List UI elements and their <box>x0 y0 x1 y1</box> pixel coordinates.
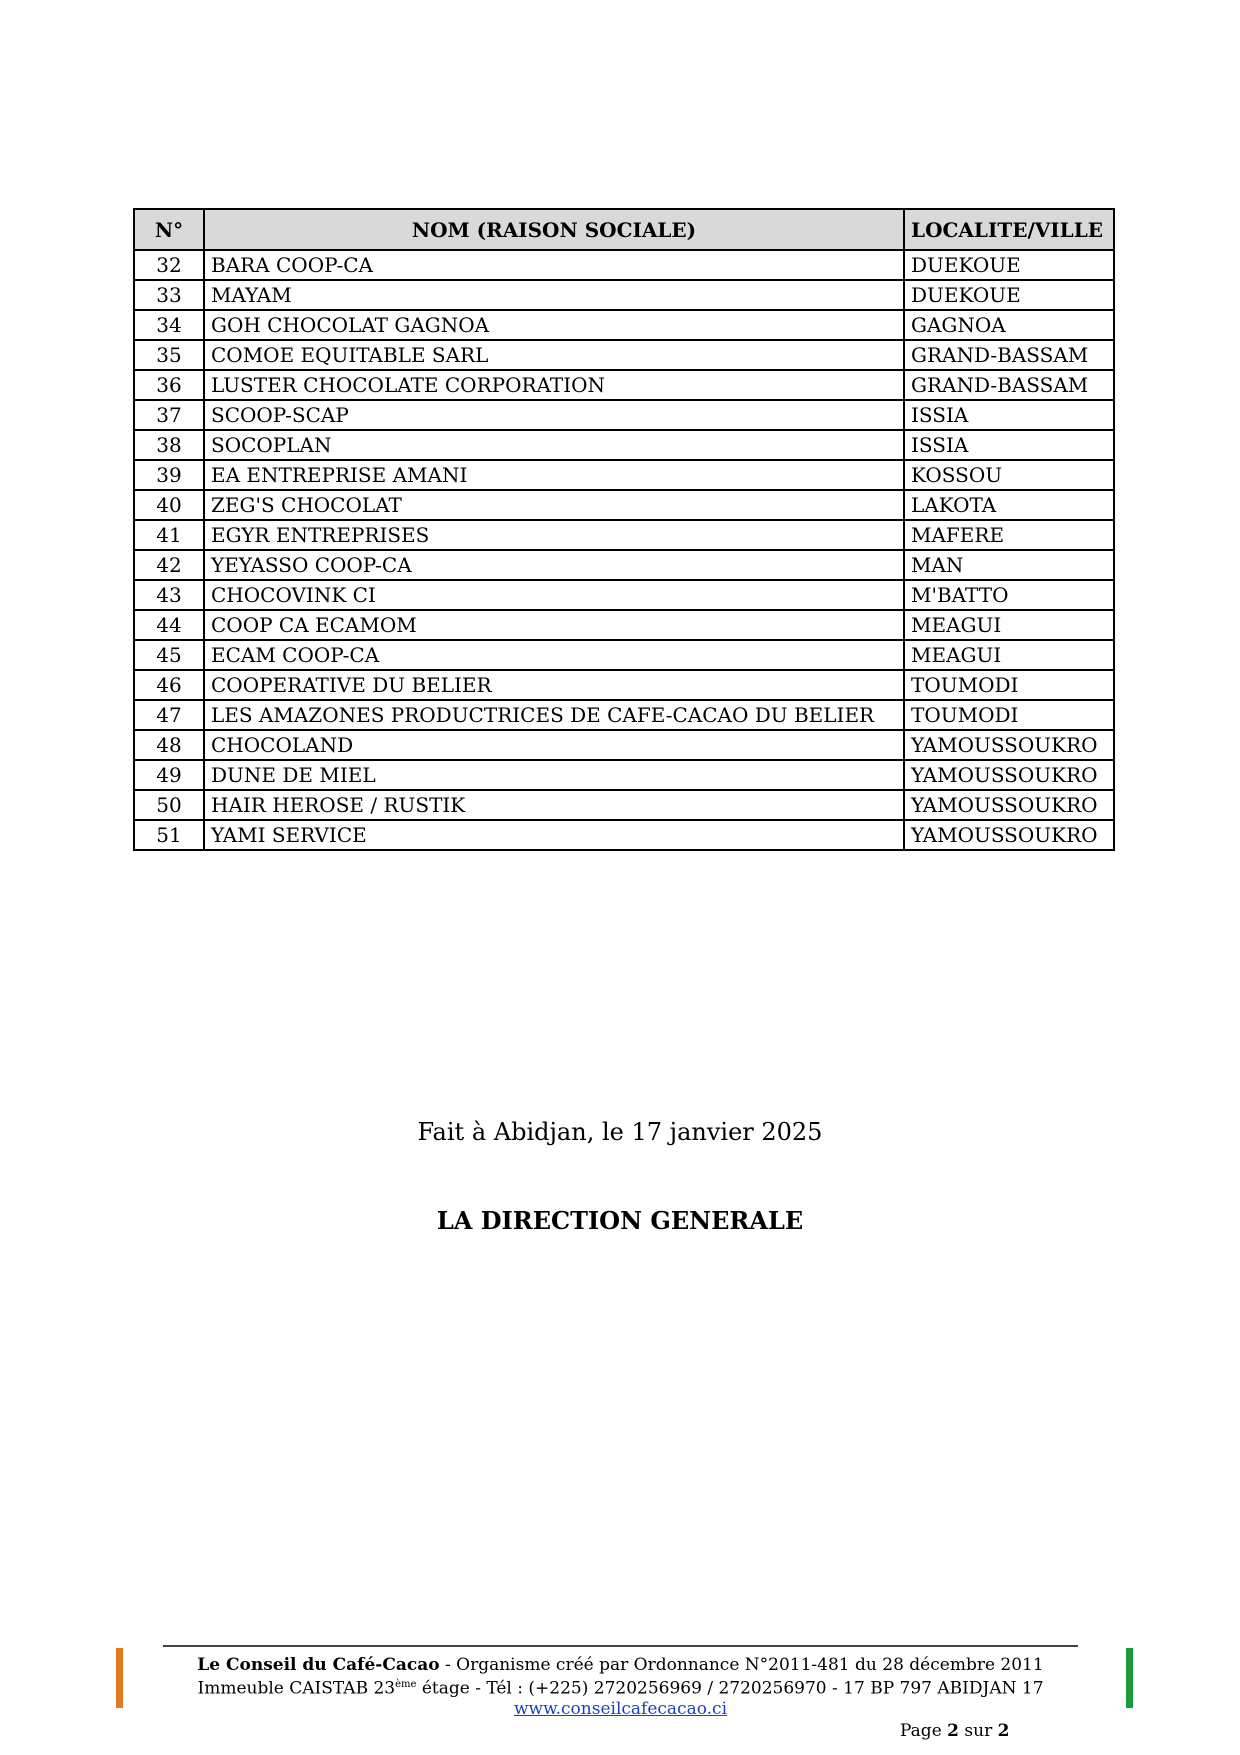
footer-line-3 <box>163 1699 1078 1719</box>
cell-location: YAMOUSSOUKRO <box>904 820 1114 850</box>
cell-location: GRAND-BASSAM <box>904 370 1114 400</box>
cell-num: 38 <box>134 430 204 460</box>
header-num: N° <box>134 209 204 250</box>
table-row <box>134 370 1114 400</box>
page-mid: sur <box>959 1721 998 1741</box>
cell-num: 49 <box>134 760 204 790</box>
page-prefix: Page <box>900 1721 948 1741</box>
table-row <box>134 820 1114 850</box>
cell-num: 36 <box>134 370 204 400</box>
cell-name: ZEG'S CHOCOLAT <box>204 490 904 520</box>
cell-name: YAMI SERVICE <box>204 820 904 850</box>
header-name: NOM (RAISON SOCIALE) <box>204 209 904 250</box>
page-number <box>900 1721 1009 1741</box>
cell-location: MAN <box>904 550 1114 580</box>
cell-location: YAMOUSSOUKRO <box>904 760 1114 790</box>
table-row <box>134 310 1114 340</box>
table-row <box>134 640 1114 670</box>
cell-location: LAKOTA <box>904 490 1114 520</box>
cell-location: TOUMODI <box>904 700 1114 730</box>
cell-name: GOH CHOCOLAT GAGNOA <box>204 310 904 340</box>
cell-name: LUSTER CHOCOLATE CORPORATION <box>204 370 904 400</box>
place-date: Fait à Abidjan, le 17 janvier 2025 <box>417 1118 823 1146</box>
table-row <box>134 280 1114 310</box>
footer-address-a: Immeuble CAISTAB 23 <box>197 1678 396 1699</box>
signatory: LA DIRECTION GENERALE <box>436 1206 804 1235</box>
cell-name: MAYAM <box>204 280 904 310</box>
cell-name: ECAM COOP-CA <box>204 640 904 670</box>
cell-name: SOCOPLAN <box>204 430 904 460</box>
footer <box>163 1655 1078 1719</box>
cell-name: CHOCOLAND <box>204 730 904 760</box>
table-row <box>134 760 1114 790</box>
cell-name: CHOCOVINK CI <box>204 580 904 610</box>
cell-name: SCOOP-SCAP <box>204 400 904 430</box>
cell-name: EA ENTREPRISE AMANI <box>204 460 904 490</box>
table-row <box>134 670 1114 700</box>
cell-location: YAMOUSSOUKRO <box>904 730 1114 760</box>
cell-num: 32 <box>134 250 204 280</box>
page-total: 2 <box>997 1721 1010 1741</box>
cell-name: DUNE DE MIEL <box>204 760 904 790</box>
cell-num: 50 <box>134 790 204 820</box>
table-row <box>134 550 1114 580</box>
cell-location: MEAGUI <box>904 640 1114 670</box>
footer-org-name: Le Conseil du Café-Cacao <box>197 1655 440 1675</box>
cell-name: COOPERATIVE DU BELIER <box>204 670 904 700</box>
footer-left-color-bar <box>116 1648 123 1708</box>
footer-right-color-bar <box>1126 1648 1133 1708</box>
cell-num: 33 <box>134 280 204 310</box>
cell-num: 46 <box>134 670 204 700</box>
table-row <box>134 700 1114 730</box>
cell-num: 42 <box>134 550 204 580</box>
table-row <box>134 610 1114 640</box>
cell-num: 40 <box>134 490 204 520</box>
cell-location: MAFERE <box>904 520 1114 550</box>
footer-address-sup: ème <box>395 1679 417 1690</box>
table-row <box>134 340 1114 370</box>
cell-name: EGYR ENTREPRISES <box>204 520 904 550</box>
cell-location: GRAND-BASSAM <box>904 340 1114 370</box>
cell-location: M'BATTO <box>904 580 1114 610</box>
table-row <box>134 730 1114 760</box>
cell-num: 47 <box>134 700 204 730</box>
table-row <box>134 460 1114 490</box>
header-location: LOCALITE/VILLE <box>904 209 1114 250</box>
cell-num: 39 <box>134 460 204 490</box>
cell-location: DUEKOUE <box>904 280 1114 310</box>
table-header-row <box>134 209 1114 250</box>
cell-location: TOUMODI <box>904 670 1114 700</box>
cell-location: GAGNOA <box>904 310 1114 340</box>
footer-org-desc: - Organisme créé par Ordonnance N°2011-481 du 28 décembre 2011 <box>439 1655 1044 1675</box>
table-body <box>134 250 1114 850</box>
cell-num: 45 <box>134 640 204 670</box>
footer-divider <box>163 1645 1078 1647</box>
cell-num: 35 <box>134 340 204 370</box>
cell-num: 51 <box>134 820 204 850</box>
table-row <box>134 430 1114 460</box>
footer-website-link[interactable]: www.conseilcafecacao.ci <box>513 1698 728 1719</box>
cell-name: BARA COOP-CA <box>204 250 904 280</box>
cell-num: 37 <box>134 400 204 430</box>
cell-location: DUEKOUE <box>904 250 1114 280</box>
cell-location: KOSSOU <box>904 460 1114 490</box>
page-current: 2 <box>947 1721 960 1741</box>
cell-location: YAMOUSSOUKRO <box>904 790 1114 820</box>
table-row <box>134 790 1114 820</box>
cell-location: ISSIA <box>904 430 1114 460</box>
footer-line-1 <box>163 1655 1078 1675</box>
cell-name: YEYASSO COOP-CA <box>204 550 904 580</box>
table-row <box>134 250 1114 280</box>
table-row <box>134 490 1114 520</box>
table-row <box>134 400 1114 430</box>
cell-num: 43 <box>134 580 204 610</box>
cell-location: MEAGUI <box>904 610 1114 640</box>
table-row <box>134 580 1114 610</box>
footer-address-b: étage - Tél : (+225) 2720256969 / 2720256970 - 17 BP 797 ABIDJAN 17 <box>416 1678 1044 1699</box>
cell-name: COMOE EQUITABLE SARL <box>204 340 904 370</box>
cell-location: ISSIA <box>904 400 1114 430</box>
cell-num: 48 <box>134 730 204 760</box>
cell-num: 34 <box>134 310 204 340</box>
cell-name: HAIR HEROSE / RUSTIK <box>204 790 904 820</box>
footer-line-2 <box>163 1675 1078 1699</box>
companies-table <box>133 208 1115 851</box>
cell-name: COOP CA ECAMOM <box>204 610 904 640</box>
table-row <box>134 520 1114 550</box>
cell-num: 41 <box>134 520 204 550</box>
cell-name: LES AMAZONES PRODUCTRICES DE CAFE-CACAO DU BELIER <box>204 700 904 730</box>
cell-num: 44 <box>134 610 204 640</box>
